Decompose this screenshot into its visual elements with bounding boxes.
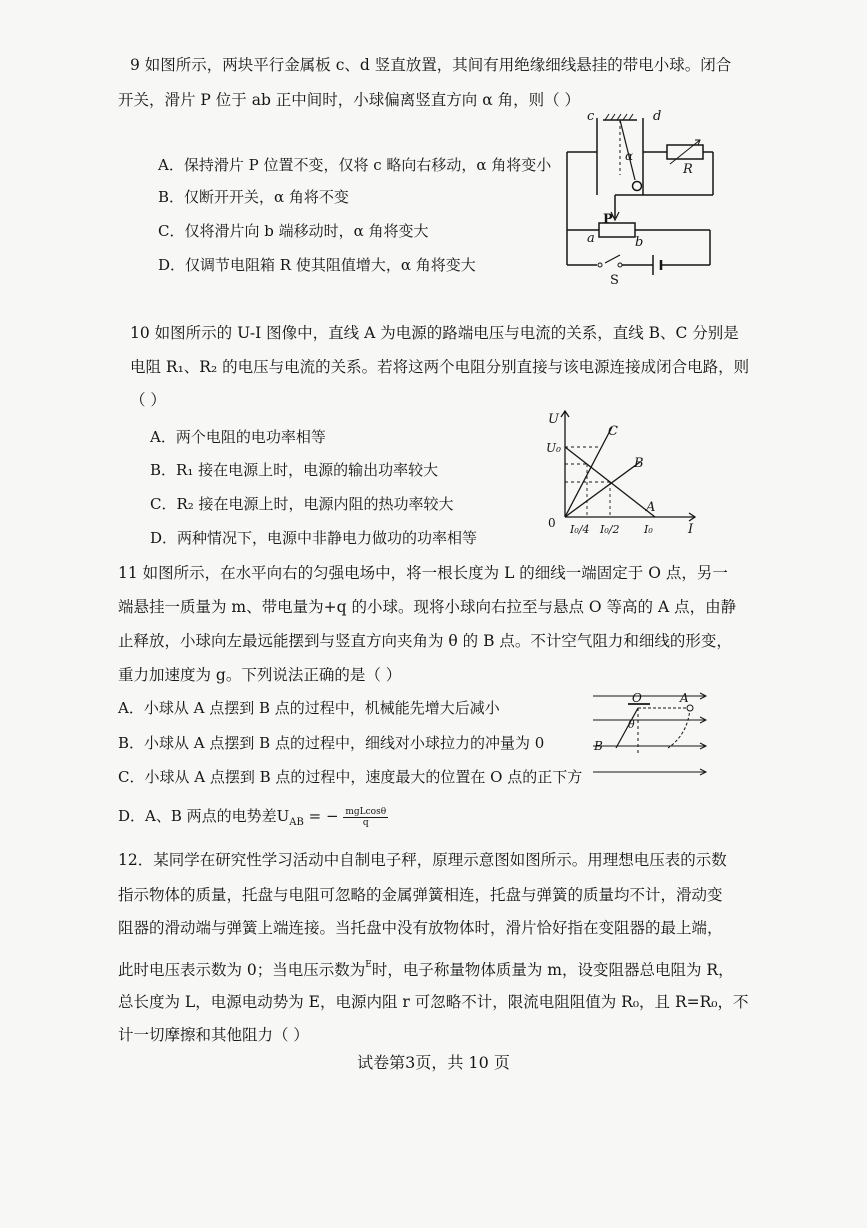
q11-d-fraction [343, 807, 388, 828]
q12-stem-line2: 指示物体的质量，托盘与电阻可忽略的金属弹簧相连，托盘与弹簧的质量均不计，滑动变 [118, 886, 723, 904]
point-a-label: A [680, 691, 689, 705]
switch-s-label: S [610, 273, 619, 288]
point-o-label: O [632, 691, 642, 705]
q11-stem-line4: 重力加速度为 g。下列说法正确的是（ ） [118, 666, 402, 684]
tick-i0-half: I₀/2 [600, 523, 620, 536]
q11-option-c: C．小球从 A 点摆到 B 点的过程中，速度最大的位置在 O 点的正下方 [118, 768, 583, 786]
point-b-label: B [594, 739, 603, 753]
q9-option-a: A．保持滑片 P 位置不变，仅将 c 略向右移动，α 角将变小 [158, 156, 552, 174]
q10-option-d: D．两种情况下，电源中非静电力做功的功率相等 [150, 529, 478, 547]
terminal-a-label: a [587, 231, 595, 246]
origin-label: 0 [548, 516, 556, 530]
q12-stem-line5: 总长度为 L，电源电动势为 E，电源内阻 r 可忽略不计，限流电阻阻值为 R₀，且 R=R₀，不 [118, 993, 749, 1011]
q10-option-b: B．R₁ 接在电源上时，电源的输出功率较大 [150, 461, 439, 479]
page-footer: 试卷第3页，共 10 页 [357, 1053, 510, 1072]
q11-stem-line1: 11 如图所示，在水平向右的匀强电场中，将一根长度为 L 的细线一端固定于 O 点，另一 [118, 564, 728, 582]
q9-option-b: B．仅断开开关，α 角将不变 [158, 188, 349, 206]
angle-theta-label: θ [628, 718, 635, 731]
terminal-b-label: b [635, 235, 644, 250]
q10-stem-line2: 电阻 R₁、R₂ 的电压与电流的关系。若将这两个电阻分别直接与该电源连接成闭合电路，则 [130, 358, 750, 376]
resistor-r-label: R [683, 162, 693, 177]
q11-option-a: A．小球从 A 点摆到 B 点的过程中，机械能先增大后减小 [118, 699, 500, 717]
angle-alpha-label: α [625, 149, 634, 163]
q11-d-subscript: AB [289, 817, 304, 828]
q9-stem-line1: 9 如图所示，两块平行金属板 c、d 竖直放置，其间有用绝缘细线悬挂的带电小球。闭合 [130, 56, 732, 74]
axis-u-label: U [548, 412, 559, 427]
q11-option-b: B．小球从 A 点摆到 B 点的过程中，细线对小球拉力的冲量为 0 [118, 734, 545, 752]
q11-d-text: D．A、B 两点的电势差U [118, 807, 290, 825]
q9-option-c: C．仅将滑片向 b 端移动时，α 角将变大 [158, 222, 429, 240]
line-b-label: B [634, 456, 644, 471]
fraction-numerator: mgLcosθ [345, 806, 387, 817]
slider-p-label: P [603, 212, 613, 227]
line-c-label: C [608, 424, 618, 439]
q9-option-d: D．仅调节电阻箱 R 使其阻值增大，α 角将变大 [158, 256, 476, 274]
plate-c-label: c [587, 109, 595, 124]
q12-line4-part1: 此时电压表示数为 0；当电压示数为 [118, 961, 366, 979]
q12-line4-superscript: E [365, 960, 372, 970]
q9-stem-line2: 开关，滑片 P 位于 ab 正中间时，小球偏离竖直方向 α 角，则（ ） [118, 91, 581, 109]
q12-stem-line3: 阻器的滑动端与弹簧上端连接。当托盘中没有放物体时，滑片恰好指在变阻器的最上端， [118, 919, 723, 937]
q10-option-c: C．R₂ 接在电源上时，电源内阻的热功率较大 [150, 495, 454, 513]
axis-i-label: I [688, 522, 694, 537]
q11-option-d [118, 806, 388, 833]
q10-stem-line1: 10 如图所示的 U-I 图像中，直线 A 为电源的路端电压与电流的关系，直线 B、C 分别是 [130, 324, 739, 342]
q10-option-a: A．两个电阻的电功率相等 [150, 428, 326, 446]
q12-stem-line1: 12．某同学在研究性学习活动中自制电子秤，原理示意图如图所示。用理想电压表的示数 [118, 851, 727, 869]
q11-stem-line3: 止释放，小球向左最远能摆到与竖直方向夹角为 θ 的 B 点。不计空气阻力和细线的形变， [118, 632, 732, 650]
q10-stem-line3: （ ） [130, 391, 166, 409]
q12-line4-part2: 时，电子称量物体质量为 m，设变阻器总电阻为 R， [371, 961, 734, 979]
q11-stem-line2: 端悬挂一质量为 m、带电量为+q 的小球。现将小球向右拉至与悬点 O 等高的 A 点，由静 [118, 598, 737, 616]
line-a-label: A [646, 500, 656, 515]
q11-d-equals: = − [303, 807, 339, 825]
plate-d-label: d [653, 109, 662, 124]
q12-stem-line6: 计一切摩擦和其他阻力（ ） [118, 1026, 309, 1044]
tick-i0-quarter: I₀/4 [570, 523, 590, 536]
u0-label: U₀ [546, 441, 561, 455]
q10-ui-graph [540, 405, 710, 540]
q11-pendulum-figure [588, 688, 718, 788]
q9-circuit-figure [555, 100, 725, 290]
fraction-denominator: q [362, 817, 369, 828]
q12-stem-line4 [118, 955, 734, 980]
tick-i0: I₀ [644, 523, 653, 536]
